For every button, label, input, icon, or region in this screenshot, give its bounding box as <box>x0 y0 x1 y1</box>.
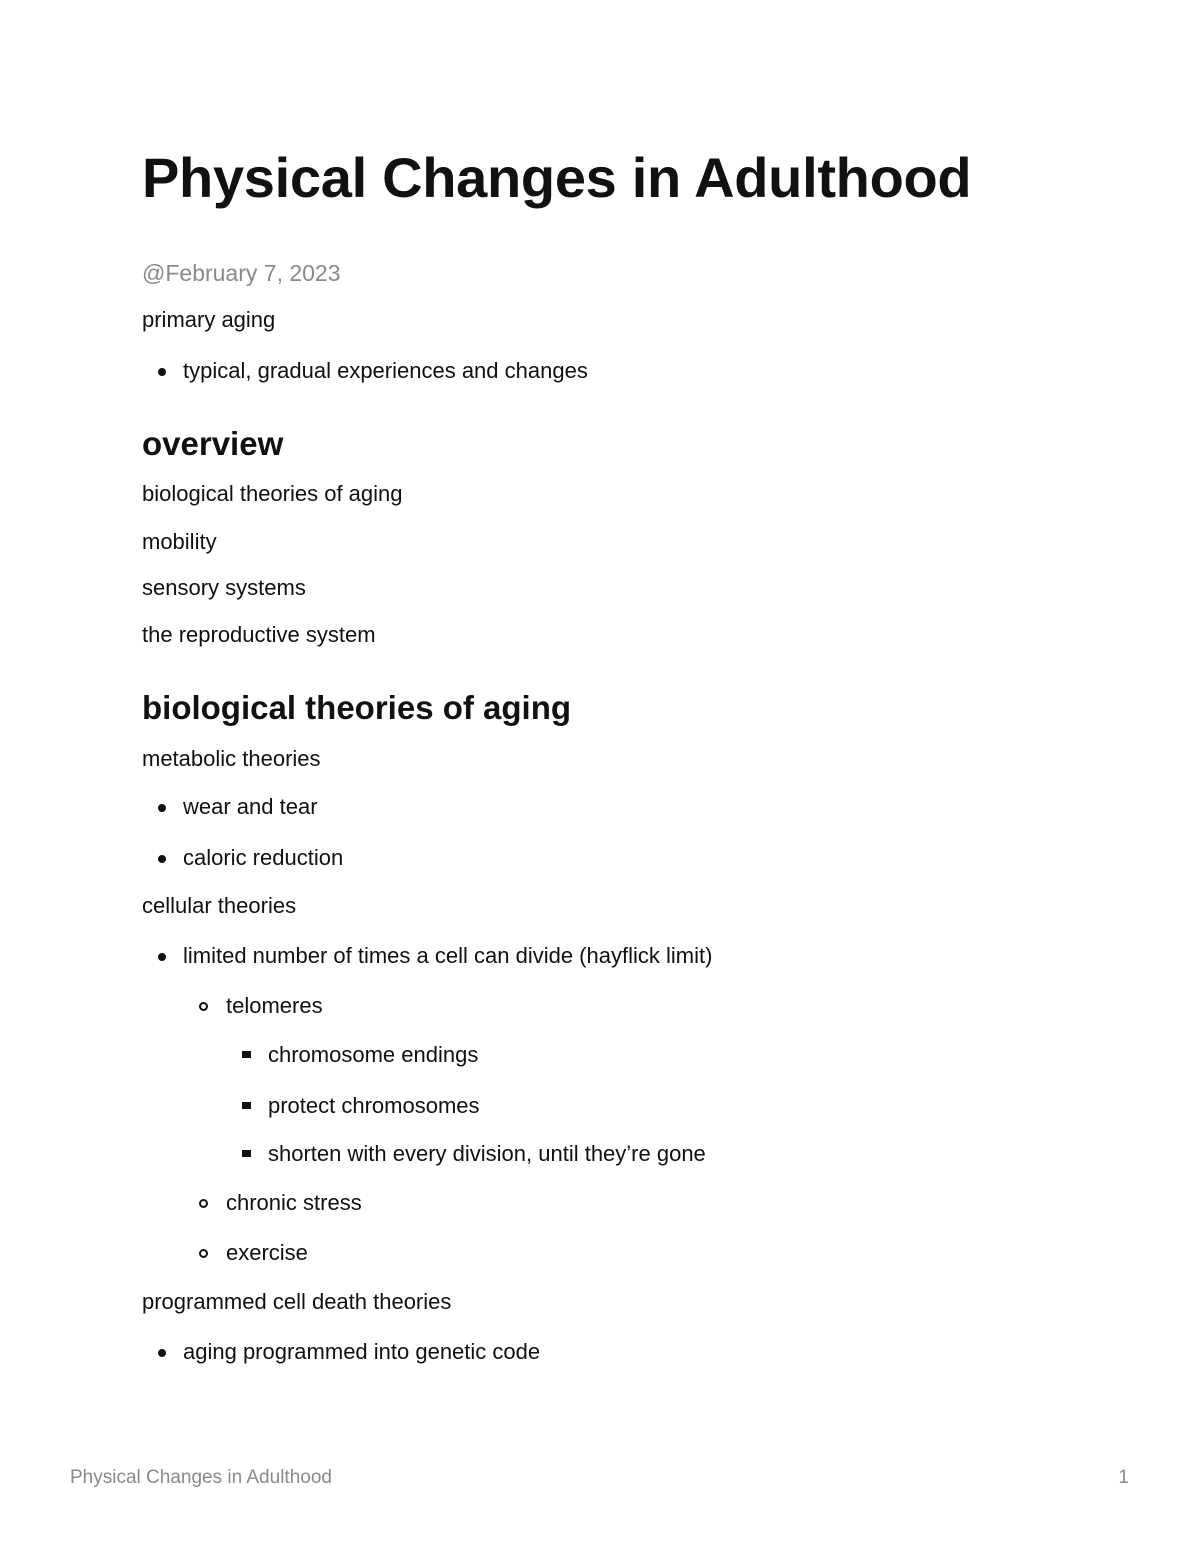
bullet-square-icon <box>242 1102 251 1109</box>
overview-item: sensory systems <box>142 575 306 600</box>
date-mention: @February 7, 2023 <box>142 260 341 286</box>
bullet-circle-icon <box>199 1002 208 1011</box>
bullet-disc-icon <box>158 1349 166 1357</box>
bullet-disc-icon <box>158 953 166 961</box>
bullet-disc-icon <box>158 368 166 376</box>
heading-biological-theories: biological theories of aging <box>142 689 572 726</box>
bullet-disc-icon <box>158 804 166 812</box>
primary-aging-label: primary aging <box>142 307 276 332</box>
page-title: Physical Changes in Adulthood <box>142 146 972 209</box>
bullet-square-icon <box>242 1051 251 1058</box>
overview-item: mobility <box>142 529 217 554</box>
bullet-circle-icon <box>199 1199 208 1208</box>
bullet-circle-icon <box>199 1249 208 1258</box>
heading-overview: overview <box>142 425 284 462</box>
overview-item: the reproductive system <box>142 622 376 647</box>
overview-item: biological theories of aging <box>142 481 403 506</box>
page-number: 1 <box>1118 1467 1129 1488</box>
bullet-square-icon <box>242 1150 251 1157</box>
footer-title: Physical Changes in Adulthood <box>70 1467 332 1488</box>
cellular-theories-label: cellular theories <box>142 893 297 918</box>
bullet-disc-icon <box>158 855 166 863</box>
metabolic-theories-label: metabolic theories <box>142 746 321 771</box>
programmed-cell-death-label: programmed cell death theories <box>142 1289 452 1314</box>
